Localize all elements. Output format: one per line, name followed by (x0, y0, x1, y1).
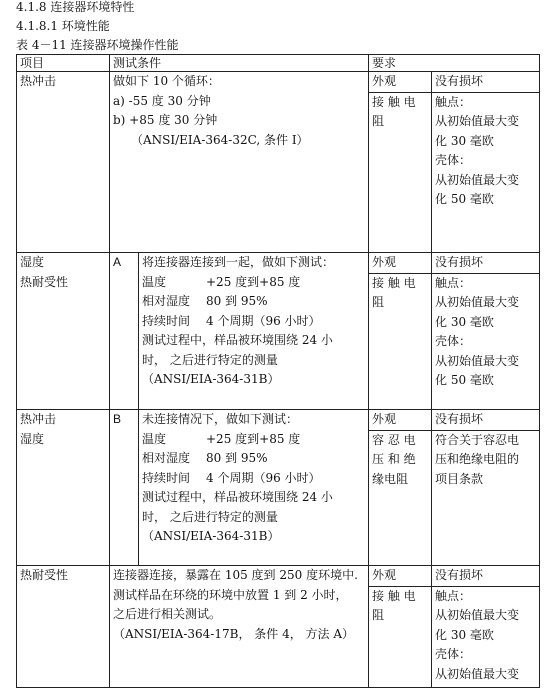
sub-condition-label (110, 410, 139, 566)
detail-line: 化 30 毫欧 (435, 133, 494, 148)
item-name: 热冲击 (20, 412, 57, 426)
header-item: 项目 (17, 55, 110, 72)
table-row (17, 253, 540, 274)
detail-line: 从初始值最大变 (435, 666, 520, 681)
condition-label: 相对湿度 (142, 451, 191, 465)
table-row (17, 410, 540, 431)
condition-line: 时， 之后进行特定的测量 (142, 509, 278, 524)
detail-line: 触点： (435, 275, 472, 290)
sub-label: A (113, 255, 122, 269)
condition-value: 80 到 95% (206, 294, 268, 308)
conditions-cell (139, 253, 369, 410)
requirement-label-line: 阻 (372, 295, 385, 309)
item-name: 热冲击 (20, 74, 57, 88)
detail-line: 化 50 毫欧 (435, 192, 494, 206)
subsection-heading: 4.1.8.1 环境性能 (16, 19, 110, 33)
condition-line: （ANSI/EIA-364-31B） (142, 372, 280, 386)
requirement-label (369, 273, 432, 410)
requirement-detail (432, 586, 540, 688)
requirement-label (369, 92, 432, 253)
table-header-row (17, 55, 540, 72)
requirement-label-line: 阻 (372, 608, 385, 622)
requirement-detail (432, 273, 540, 410)
item-cell (17, 566, 110, 688)
detail-line: 压和绝缘电阻的 (435, 452, 520, 466)
condition-line: 测试样品在环绕的环境中放置 1 到 2 小时， (113, 587, 348, 602)
condition-line: （ANSI/EIA-364-31B） (142, 529, 280, 543)
item-cell (17, 253, 110, 410)
condition-label: 持续时间 (142, 470, 191, 485)
condition-line: 将连接器连接到一起，做如下测试： (142, 255, 335, 269)
condition-line: 时， 之后进行特定的测量 (142, 352, 278, 367)
table-row (17, 72, 540, 93)
requirement-label-line: 缘电阻 (372, 471, 409, 486)
detail-line: 从初始值最大变 (435, 608, 520, 622)
environment-performance-table (16, 54, 540, 688)
item-name: 热耐受性 (20, 274, 69, 289)
conditions-cell (139, 410, 369, 566)
condition-value: 4 个周期（96 小时） (206, 470, 321, 485)
condition-value: +25 度到+85 度 (206, 431, 301, 446)
detail-line: 从初始值最大变 (435, 295, 520, 309)
item-name: 湿度 (20, 431, 45, 446)
condition-label: 温度 (142, 274, 167, 289)
requirement-value: 没有损坏 (432, 410, 540, 431)
condition-line: 连接器连接，暴露在 105 度到 250 度环境中. (113, 568, 358, 582)
table-row (17, 566, 540, 587)
detail-line: 壳体： (435, 647, 472, 661)
requirement-label: 外观 (369, 566, 432, 587)
item-cell (17, 410, 110, 566)
header-requirement: 要求 (369, 55, 540, 72)
conditions-cell (110, 72, 369, 253)
requirement-label-line: 压 和 绝 (372, 452, 416, 466)
detail-line: 壳体： (435, 153, 472, 167)
requirement-label-line: 阻 (372, 114, 385, 128)
detail-line: 从初始值最大变 (435, 353, 520, 368)
condition-label: 相对湿度 (142, 294, 191, 308)
condition-line: 做如下 10 个循环： (113, 74, 220, 88)
requirement-label: 外观 (369, 410, 432, 431)
condition-line: （ANSI/EIA-364-17B， 条件 4， 方法 A） (113, 626, 354, 641)
condition-line: 之后进行相关测试。 (113, 607, 222, 621)
detail-line: 触点： (435, 588, 472, 603)
condition-line: 未连接情况下，做如下测试： (142, 412, 299, 426)
requirement-label-line: 接 触 电 (372, 94, 416, 109)
detail-line: 化 30 毫欧 (435, 314, 494, 329)
condition-line: 测试过程中，样品被环境围绕 24 小 (142, 333, 333, 347)
sub-label: B (113, 412, 122, 426)
condition-value: +25 度到+85 度 (206, 274, 301, 289)
detail-line: 从初始值最大变 (435, 114, 520, 128)
condition-value: 80 到 95% (206, 451, 268, 465)
sub-condition-label (110, 253, 139, 410)
requirement-label-line: 接 触 电 (372, 588, 416, 603)
requirement-label-line: 容 忍 电 (372, 432, 416, 447)
requirement-label: 外观 (369, 253, 432, 274)
condition-line: （ANSI/EIA-364-32C, 条件 I） (131, 132, 309, 147)
table-caption: 表 4－11 连接器环境操作性能 (16, 38, 179, 52)
conditions-cell (110, 566, 369, 688)
detail-line: 化 30 毫欧 (435, 627, 494, 642)
detail-line: 化 50 毫欧 (435, 373, 494, 387)
requirement-value: 没有损坏 (432, 72, 540, 93)
requirement-value: 没有损坏 (432, 566, 540, 587)
header-conditions: 测试条件 (110, 55, 369, 72)
condition-label: 持续时间 (142, 313, 191, 328)
requirement-detail (432, 92, 540, 253)
condition-label: 温度 (142, 431, 167, 446)
section-heading: 4.1.8 连接器环境特性 (16, 0, 135, 14)
requirement-value: 没有损坏 (432, 253, 540, 274)
condition-value: 4 个周期（96 小时） (206, 313, 321, 328)
detail-line: 符合关于容忍电 (435, 432, 520, 447)
detail-line: 触点： (435, 94, 472, 109)
detail-line: 项目条款 (435, 471, 484, 486)
condition-line: a) -55 度 30 分钟 (113, 93, 211, 108)
detail-line: 壳体： (435, 334, 472, 348)
requirement-detail (432, 430, 540, 566)
condition-line: b) +85 度 30 分钟 (113, 113, 218, 127)
detail-line: 从初始值最大变 (435, 172, 520, 187)
condition-line: 测试过程中，样品被环境围绕 24 小 (142, 490, 333, 504)
requirement-label (369, 430, 432, 566)
item-name: 热耐受性 (20, 568, 69, 582)
requirement-label: 外观 (369, 72, 432, 93)
requirement-label (369, 586, 432, 688)
item-name: 湿度 (20, 255, 45, 269)
requirement-label-line: 接 触 电 (372, 275, 416, 290)
item-cell (17, 72, 110, 253)
